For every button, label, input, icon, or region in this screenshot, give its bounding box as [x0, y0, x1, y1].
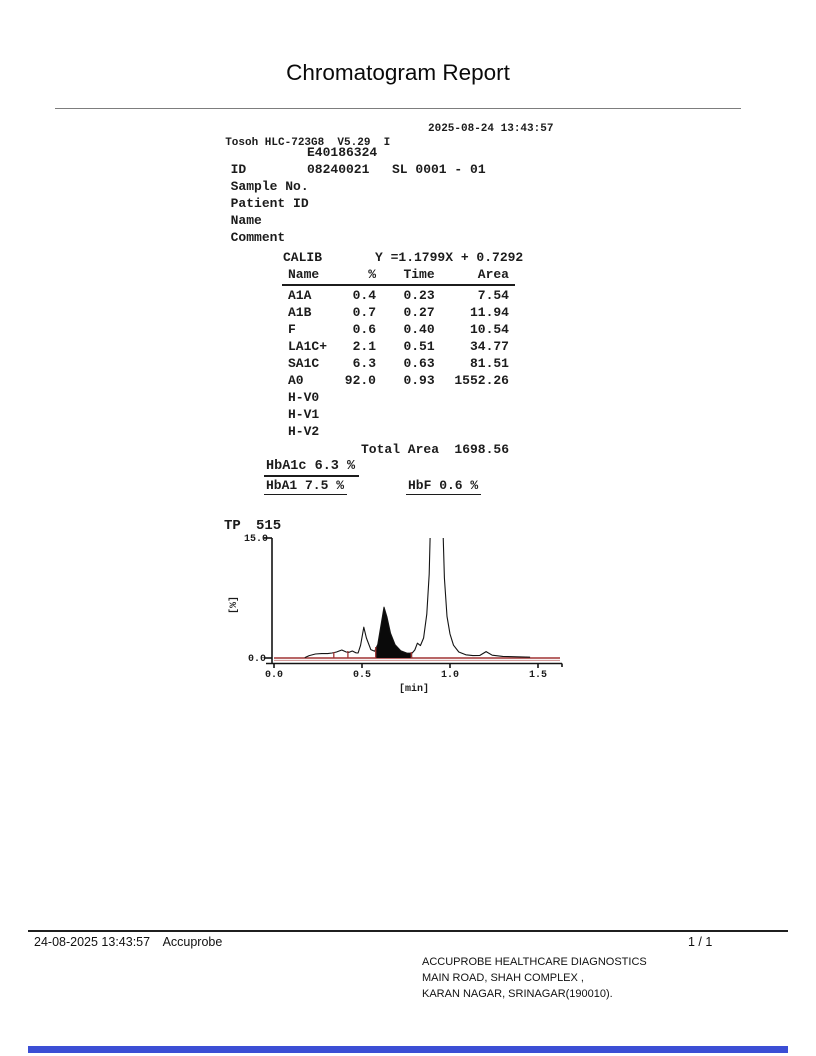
hba1c-filled-peak [376, 607, 413, 658]
clinic-address-line: MAIN ROAD, SHAH COMPLEX , [422, 972, 584, 984]
cell-time: 0.63 [403, 356, 435, 371]
cell-name: LA1C+ [288, 339, 328, 354]
field-label: ID [230, 162, 247, 177]
cell-name: SA1C [288, 356, 320, 371]
cell-pct: 2.1 [352, 339, 376, 354]
table-row [283, 355, 509, 372]
hbf-result: HbF 0.6 % [406, 478, 481, 495]
total-area-value: 1698.56 [454, 442, 509, 457]
field-label: Patient ID [230, 196, 309, 211]
footer-datetime: 24-08-2025 13:43:57 [34, 935, 151, 949]
footer-app-name: Accuprobe [162, 935, 223, 949]
clinic-address-block [422, 954, 647, 1002]
calib-header-row [283, 266, 509, 283]
table-row [283, 287, 509, 304]
cell-name: H-V1 [288, 407, 320, 422]
col-header-area: Area [477, 267, 509, 282]
clinic-address-line: ACCUPROBE HEALTHCARE DIAGNOSTICS [422, 956, 647, 968]
device-model: Tosoh HLC-723G8 V5.29 I [225, 137, 391, 149]
y-tick-max: 15.0 [243, 534, 268, 545]
table-row [283, 406, 509, 423]
cell-area: 34.77 [469, 339, 509, 354]
col-header-pct: % [368, 267, 376, 282]
field-label: Comment [230, 230, 286, 245]
cell-area: 7.54 [477, 288, 509, 303]
field-label: Sample No. [230, 179, 309, 194]
cell-pct: 0.7 [352, 305, 376, 320]
x-tick-label: 0.0 [264, 670, 284, 681]
field-label: Name [230, 213, 262, 228]
footer-left [34, 935, 222, 949]
table-row [283, 321, 509, 338]
page-title: Chromatogram Report [286, 60, 510, 85]
cell-area: 11.94 [469, 305, 509, 320]
y-axis-caption: [%] [229, 595, 240, 615]
table-row [283, 372, 509, 389]
field-value: E40186324 [307, 145, 378, 160]
cell-time: 0.23 [403, 288, 435, 303]
cell-time: 0.40 [403, 322, 435, 337]
calib-label: CALIB [283, 250, 323, 265]
cell-time: 0.51 [403, 339, 435, 354]
cell-pct: 92.0 [344, 373, 376, 388]
title-separator [55, 108, 741, 109]
cell-time: 0.93 [403, 373, 435, 388]
cell-name: H-V0 [288, 390, 320, 405]
bottom-accent-bar [28, 1046, 788, 1053]
footer-separator [28, 930, 788, 932]
calib-equation: Y =1.1799X + 0.7292 [375, 250, 524, 265]
chromatogram-chart [218, 510, 582, 700]
col-header-time: Time [403, 267, 435, 282]
col-header-name: Name [288, 267, 320, 282]
cell-time: 0.27 [403, 305, 435, 320]
field-value: 08240021 [307, 162, 370, 177]
field-extra: SL 0001 - 01 [392, 162, 486, 177]
x-axis-caption: [min] [398, 684, 430, 695]
table-row [283, 304, 509, 321]
page-indicator: 1 / 1 [688, 935, 713, 949]
chart-tp-value: 515 [256, 518, 282, 534]
cell-pct: 0.4 [352, 288, 376, 303]
chart-tp-label: TP [224, 518, 241, 534]
cell-name: A1B [288, 305, 312, 320]
cell-name: A1A [288, 288, 312, 303]
chromatogram-trace [305, 510, 530, 658]
cell-area: 10.54 [469, 322, 509, 337]
x-tick-label: 1.5 [528, 670, 548, 681]
cell-name: A0 [288, 373, 304, 388]
cell-area: 81.51 [469, 356, 509, 371]
cell-name: F [288, 322, 296, 337]
table-row [283, 423, 509, 440]
cell-name: H-V2 [288, 424, 320, 439]
hba1-result: HbA1 7.5 % [264, 478, 347, 495]
cell-pct: 0.6 [352, 322, 376, 337]
hba1c-result: HbA1c 6.3 % [264, 459, 359, 477]
cell-pct: 6.3 [352, 356, 376, 371]
total-area-label: Total Area [361, 442, 440, 457]
cell-area: 1552.26 [454, 373, 509, 388]
calib-header-rule [282, 284, 515, 286]
table-row [283, 389, 509, 406]
device-datetime: 2025-08-24 13:43:57 [428, 123, 554, 135]
clinic-address-line: KARAN NAGAR, SRINAGAR(190010). [422, 988, 613, 1000]
x-tick-label: 1.0 [440, 670, 460, 681]
y-tick-min: 0.0 [247, 654, 266, 665]
device-header-line [212, 122, 572, 164]
table-row [283, 338, 509, 355]
x-tick-label: 0.5 [352, 670, 372, 681]
field-row-comment [215, 212, 285, 246]
